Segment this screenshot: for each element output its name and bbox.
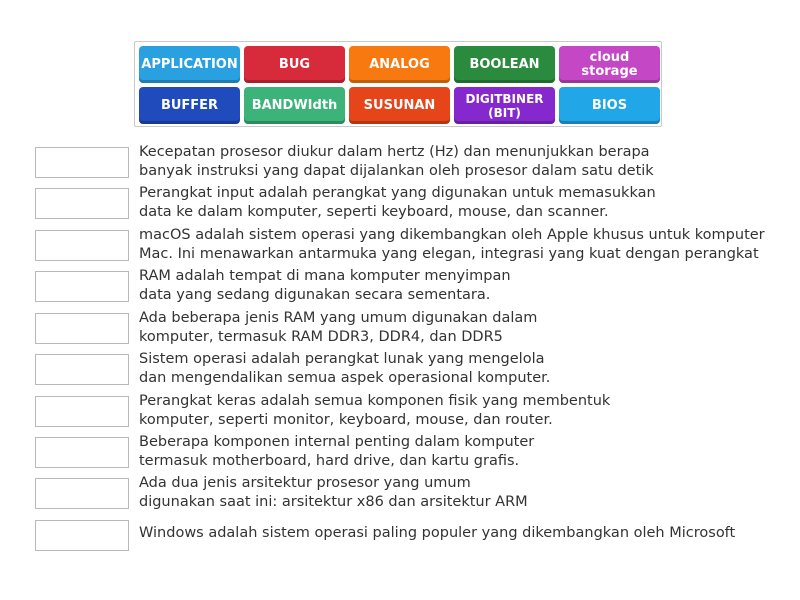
clue-line: banyak instruksi yang dapat dijalankan oleh prosesor dalam satu detik [139,163,654,179]
tile-analog[interactable]: ANALOG [349,46,450,83]
tile-bios[interactable]: BIOS [559,87,660,124]
clue-line: macOS adalah sistem operasi yang dikembangkan oleh Apple khusus untuk komputer [139,227,765,243]
clue-line: digunakan saat ini: arsitektur x86 dan arsitektur ARM [139,494,528,510]
clue-text-9 [139,474,528,512]
tile-digitbiner-bit[interactable]: DIGITBINER (BIT) [454,87,555,124]
clue-text-2 [139,184,656,222]
answer-drop-box-2[interactable] [35,188,129,219]
tile-application[interactable]: APPLICATION [139,46,240,83]
clue-text-3 [139,226,765,264]
clue-line: Perangkat input adalah perangkat yang digunakan untuk memasukkan [139,185,656,201]
clue-text-1 [139,143,654,181]
clue-line: RAM adalah tempat di mana komputer menyimpan [139,268,511,284]
tile-boolean[interactable]: BOOLEAN [454,46,555,83]
answer-drop-box-3[interactable] [35,230,129,261]
tile-cloud-storage[interactable]: cloud storage [559,46,660,83]
clue-line: dan mengendalikan semua aspek operasional komputer. [139,370,551,386]
clue-line: Ada beberapa jenis RAM yang umum digunakan dalam [139,310,538,326]
clue-line: termasuk motherboard, hard drive, dan kartu grafis. [139,453,520,469]
clue-text-8 [139,433,534,471]
clue-line: Ada dua jenis arsitektur prosesor yang umum [139,475,471,491]
clue-text-6 [139,350,550,388]
clue-text-5 [139,309,537,347]
tile-susunan[interactable]: SUSUNAN [349,87,450,124]
answer-drop-box-5[interactable] [35,313,129,344]
clue-text-10 [139,524,735,543]
clue-text-4 [139,267,511,305]
clue-line: komputer, termasuk RAM DDR3, DDR4, dan DDR5 [139,329,503,345]
answer-drop-box-7[interactable] [35,396,129,427]
clue-line: Beberapa komponen internal penting dalam komputer [139,434,535,450]
answer-drop-box-1[interactable] [35,147,129,178]
clue-line: Windows adalah sistem operasi paling populer yang dikembangkan oleh Microsoft [139,525,736,541]
clue-line: Sistem operasi adalah perangkat lunak yang mengelola [139,351,545,367]
clue-line: komputer, seperti monitor, keyboard, mouse, dan router. [139,412,553,428]
tile-bandwidth[interactable]: BANDWIdth [244,87,345,124]
answer-drop-box-9[interactable] [35,478,129,509]
clue-line: Perangkat keras adalah semua komponen fisik yang membentuk [139,393,611,409]
clue-text-7 [139,392,610,430]
clue-line: Mac. Ini menawarkan antarmuka yang elegan, integrasi yang kuat dengan perangkat [139,246,759,262]
clue-line: data yang sedang digunakan secara sementara. [139,287,491,303]
answer-drop-box-4[interactable] [35,271,129,302]
clue-line: Kecepatan prosesor diukur dalam hertz (Hz) dan menunjukkan berapa [139,144,650,160]
answer-drop-box-10[interactable] [35,520,129,551]
tile-bug[interactable]: BUG [244,46,345,83]
tile-buffer[interactable]: BUFFER [139,87,240,124]
clue-line: data ke dalam komputer, seperti keyboard, mouse, dan scanner. [139,204,609,220]
answer-drop-box-8[interactable] [35,437,129,468]
answer-drop-box-6[interactable] [35,354,129,385]
